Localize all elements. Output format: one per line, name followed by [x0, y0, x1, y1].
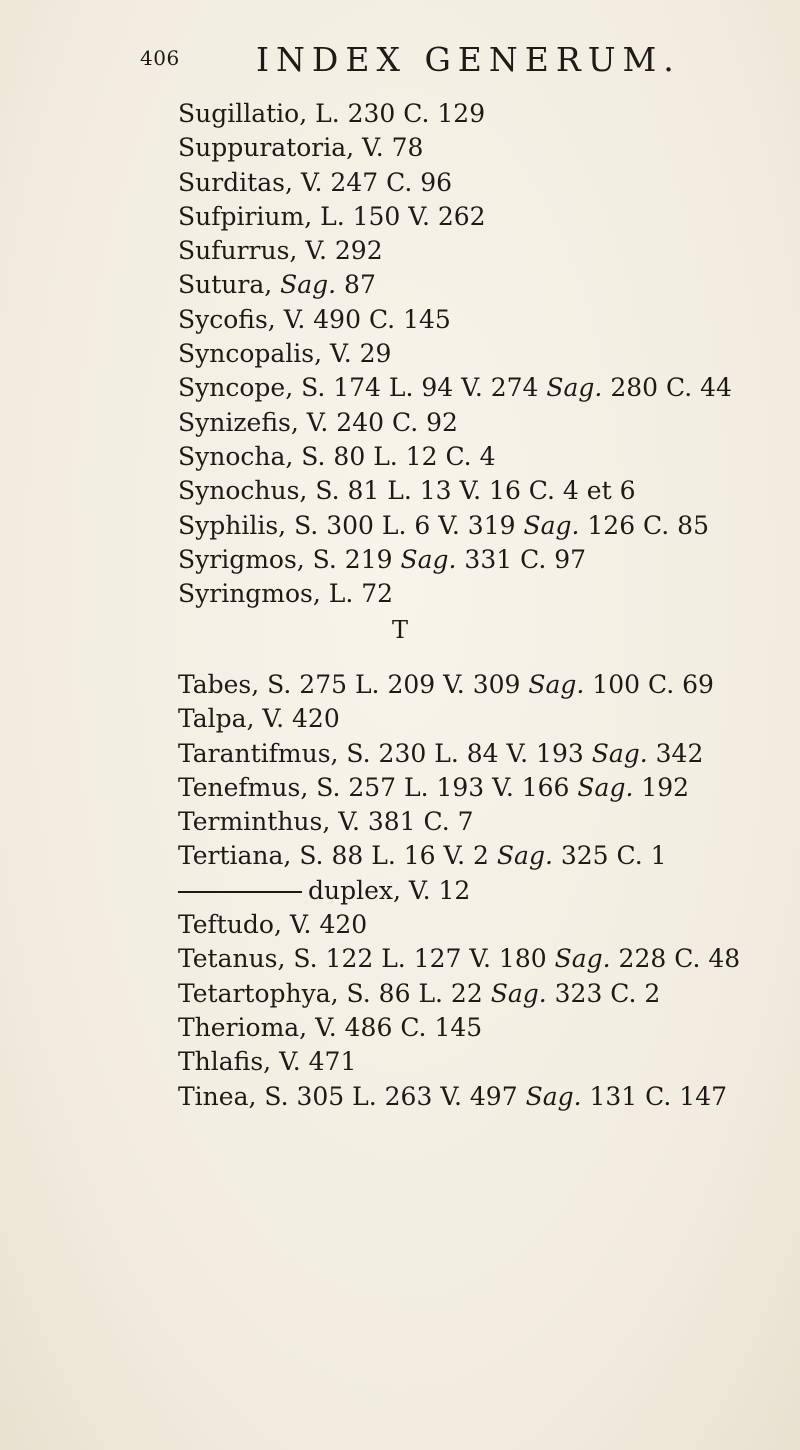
sag-abbrev: Sag. — [280, 270, 337, 300]
index-entry — [178, 1045, 778, 1079]
index-entry — [178, 908, 778, 942]
entry-text: Tetartophya, S. 86 L. 22 — [178, 978, 491, 1008]
entry-text: Syncopalis, V. 29 — [178, 339, 392, 369]
index-entry — [178, 839, 778, 873]
entry-text: Sycofis, V. 490 C. 145 — [178, 304, 451, 334]
entry-text: 228 C. 48 — [610, 944, 741, 974]
index-entry — [178, 702, 778, 736]
entry-text: Syphilis, S. 300 L. 6 V. 319 — [178, 510, 524, 540]
index-entry — [178, 977, 778, 1011]
entry-text: Synizefis, V. 240 C. 92 — [178, 407, 458, 437]
entry-text: 126 C. 85 — [579, 510, 709, 540]
index-entry — [178, 166, 778, 200]
sag-abbrev: Sag. — [525, 1081, 582, 1111]
index-entry — [178, 234, 778, 268]
entry-text: Tarantifmus, S. 230 L. 84 V. 193 — [178, 738, 592, 768]
entry-text: 342 — [647, 738, 704, 768]
entry-text: Tetanus, S. 122 L. 127 V. 180 — [178, 944, 555, 974]
entry-text: 131 C. 147 — [581, 1081, 728, 1111]
entry-text: Syringmos, L. 72 — [178, 579, 394, 609]
sag-abbrev: Sag. — [523, 510, 580, 540]
page-header — [140, 40, 700, 90]
sag-abbrev: Sag. — [546, 373, 603, 403]
entry-text: Suppuratoria, V. 78 — [178, 133, 424, 163]
index-entry — [178, 942, 778, 976]
index-entry — [178, 509, 778, 543]
entry-text: Teftudo, V. 420 — [178, 910, 368, 940]
index-entry — [178, 737, 778, 771]
entry-text: Sugillatio, L. 230 C. 129 — [178, 99, 486, 128]
entry-text: Syrigmos, S. 219 — [178, 544, 401, 574]
entry-text: Sutura, — [178, 270, 281, 300]
index-entry — [178, 303, 778, 337]
index-entry — [178, 440, 778, 474]
entry-text: 280 C. 44 — [602, 373, 732, 403]
sag-abbrev: Sag. — [496, 841, 553, 871]
entry-text: 323 C. 2 — [546, 978, 661, 1008]
entry-text: Sufpirium, L. 150 V. 262 — [178, 201, 486, 231]
page-number: 406 — [140, 46, 180, 70]
entry-text: Tertiana, S. 88 L. 16 V. 2 — [178, 841, 497, 871]
entry-text: 331 C. 97 — [456, 544, 587, 574]
entry-text: Surditas, V. 247 C. 96 — [178, 167, 453, 197]
entry-text: Synochus, S. 81 L. 13 V. 16 C. 4 et 6 — [178, 476, 636, 506]
entry-text: Sufurrus, V. 292 — [178, 236, 383, 266]
running-head: INDEX GENERUM. — [256, 40, 681, 79]
entry-text: duplex, V. 12 — [308, 875, 471, 905]
index-entry — [178, 543, 778, 577]
index-entry — [178, 805, 778, 839]
entry-text: Tabes, S. 275 L. 209 V. 309 — [178, 670, 529, 699]
entry-text: Talpa, V. 420 — [178, 704, 340, 734]
index-entry — [178, 474, 778, 508]
entry-text: 192 — [633, 772, 690, 802]
index-entry — [178, 337, 778, 371]
index-section-t — [178, 668, 778, 1114]
entry-text: Syncope, S. 174 L. 94 V. 274 — [178, 373, 547, 403]
index-section-s — [178, 97, 778, 611]
index-entry — [178, 97, 778, 131]
sag-abbrev: Sag. — [591, 738, 648, 768]
entry-text: 100 C. 69 — [584, 670, 714, 699]
index-entry — [178, 874, 778, 908]
ditto-dash — [178, 891, 302, 893]
entry-text: Terminthus, V. 381 C. 7 — [178, 807, 474, 837]
sag-abbrev: Sag. — [490, 978, 547, 1008]
entry-text: 325 C. 1 — [552, 841, 667, 871]
sag-abbrev: Sag. — [528, 670, 585, 699]
index-entry — [178, 371, 778, 405]
entry-text: 87 — [336, 270, 376, 300]
index-entry — [178, 771, 778, 805]
entry-text: Tenefmus, S. 257 L. 193 V. 166 — [178, 772, 578, 802]
section-letter-t: T — [391, 616, 409, 644]
index-entry — [178, 577, 778, 611]
index-entry — [178, 1011, 778, 1045]
index-entry — [178, 200, 778, 234]
entry-text: Tinea, S. 305 L. 263 V. 497 — [178, 1081, 526, 1111]
entry-text: Synocha, S. 80 L. 12 C. 4 — [178, 441, 496, 471]
entry-text: Therioma, V. 486 C. 145 — [178, 1012, 483, 1042]
index-entry — [178, 668, 778, 702]
index-entry — [178, 131, 778, 165]
index-entry — [178, 1080, 778, 1114]
index-entry — [178, 406, 778, 440]
entry-text: Thlafis, V. 471 — [178, 1047, 357, 1077]
sag-abbrev: Sag. — [554, 944, 611, 974]
sag-abbrev: Sag. — [400, 544, 457, 574]
index-entry — [178, 268, 778, 302]
sag-abbrev: Sag. — [577, 772, 634, 802]
